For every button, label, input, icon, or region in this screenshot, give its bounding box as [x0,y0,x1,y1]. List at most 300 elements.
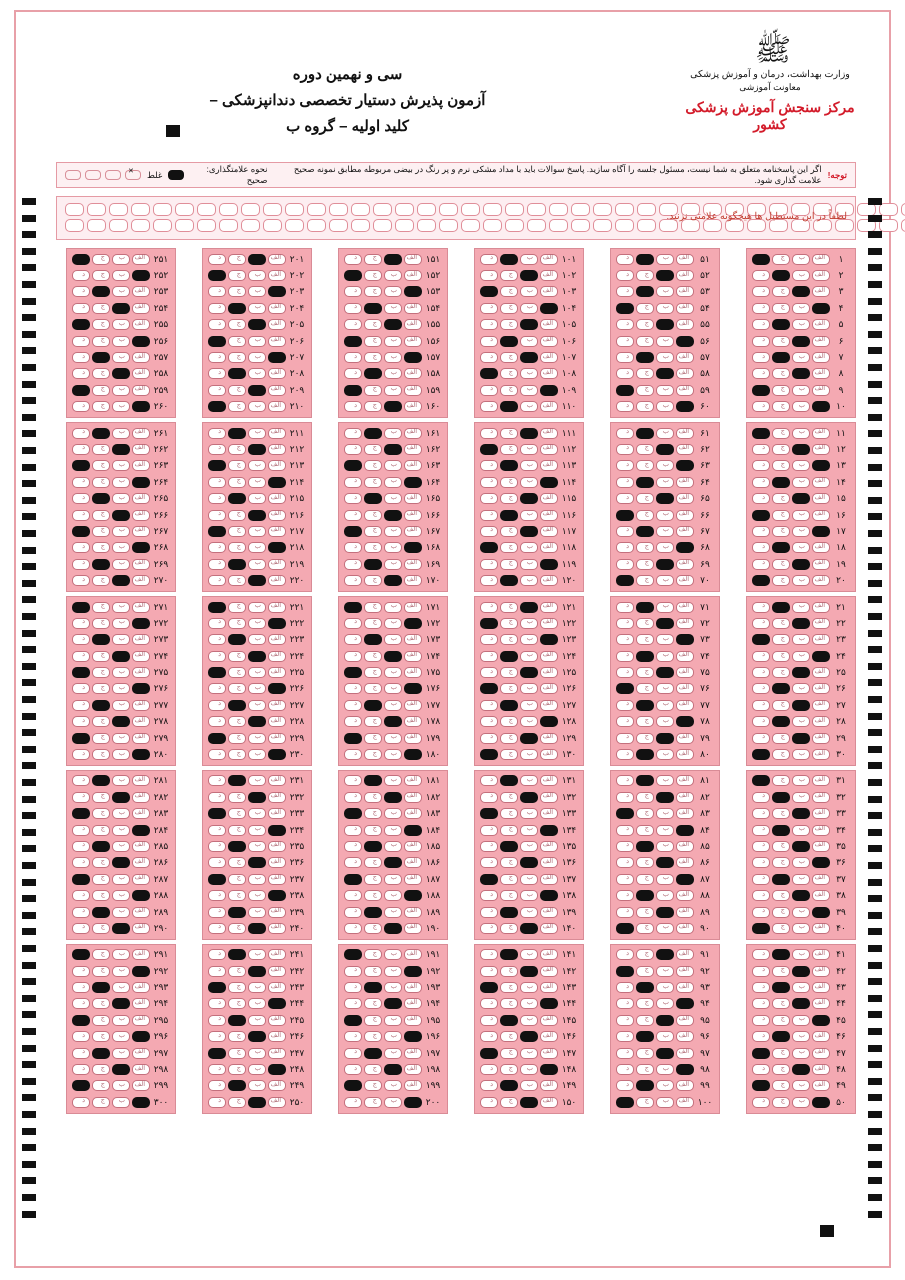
answer-bubble[interactable] [92,602,110,613]
answer-bubble[interactable] [616,667,634,678]
answer-bubble[interactable] [208,336,226,347]
answer-bubble[interactable] [616,749,634,760]
answer-bubble[interactable] [268,303,286,314]
answer-bubble[interactable] [616,651,634,662]
answer-bubble[interactable] [656,825,674,836]
answer-bubble[interactable] [636,700,654,711]
answer-bubble[interactable] [248,428,266,439]
answer-bubble[interactable] [228,526,246,537]
answer-bubble[interactable] [72,444,90,455]
answer-bubble[interactable] [480,1048,498,1059]
answer-bubble[interactable] [72,998,90,1009]
answer-bubble[interactable] [404,749,422,760]
answer-bubble[interactable] [520,559,538,570]
answer-bubble[interactable] [384,667,402,678]
answer-bubble[interactable] [792,792,810,803]
answer-bubble[interactable] [616,526,634,537]
answer-bubble[interactable] [404,949,422,960]
answer-bubble[interactable] [228,808,246,819]
answer-bubble[interactable] [112,428,130,439]
answer-bubble[interactable] [344,618,362,629]
answer-bubble[interactable] [636,634,654,645]
answer-bubble[interactable] [228,493,246,504]
answer-bubble[interactable] [228,966,246,977]
answer-bubble[interactable] [752,998,770,1009]
answer-bubble[interactable] [656,401,674,412]
answer-bubble[interactable] [792,808,810,819]
answer-bubble[interactable] [404,286,422,297]
answer-bubble[interactable] [752,733,770,744]
answer-bubble[interactable] [540,303,558,314]
answer-bubble[interactable] [132,907,150,918]
answer-bubble[interactable] [364,477,382,488]
answer-bubble[interactable] [92,808,110,819]
answer-bubble[interactable] [676,428,694,439]
answer-bubble[interactable] [208,477,226,488]
answer-bubble[interactable] [752,401,770,412]
answer-bubble[interactable] [344,602,362,613]
answer-bubble[interactable] [792,651,810,662]
answer-bubble[interactable] [112,1015,130,1026]
answer-bubble[interactable] [616,1064,634,1075]
answer-bubble[interactable] [364,667,382,678]
answer-bubble[interactable] [540,352,558,363]
answer-bubble[interactable] [752,857,770,868]
answer-bubble[interactable] [384,286,402,297]
answer-bubble[interactable] [636,716,654,727]
answer-bubble[interactable] [656,352,674,363]
answer-bubble[interactable] [676,368,694,379]
answer-bubble[interactable] [248,982,266,993]
answer-bubble[interactable] [228,634,246,645]
answer-bubble[interactable] [812,1080,830,1091]
answer-bubble[interactable] [812,841,830,852]
answer-bubble[interactable] [344,998,362,1009]
answer-bubble[interactable] [656,1097,674,1108]
answer-bubble[interactable] [404,874,422,885]
answer-bubble[interactable] [132,998,150,1009]
answer-bubble[interactable] [812,460,830,471]
answer-bubble[interactable] [344,890,362,901]
answer-bubble[interactable] [772,923,790,934]
answer-bubble[interactable] [404,575,422,586]
answer-bubble[interactable] [636,559,654,570]
answer-bubble[interactable] [480,368,498,379]
answer-bubble[interactable] [404,542,422,553]
answer-bubble[interactable] [384,542,402,553]
answer-bubble[interactable] [228,749,246,760]
answer-bubble[interactable] [656,1064,674,1075]
answer-bubble[interactable] [92,923,110,934]
answer-bubble[interactable] [480,1015,498,1026]
answer-bubble[interactable] [112,368,130,379]
answer-bubble[interactable] [772,890,790,901]
answer-bubble[interactable] [812,510,830,521]
answer-bubble[interactable] [248,493,266,504]
answer-bubble[interactable] [540,254,558,265]
answer-bubble[interactable] [480,477,498,488]
answer-bubble[interactable] [540,716,558,727]
answer-bubble[interactable] [812,716,830,727]
answer-bubble[interactable] [92,352,110,363]
answer-bubble[interactable] [364,808,382,819]
answer-bubble[interactable] [812,808,830,819]
answer-bubble[interactable] [792,667,810,678]
answer-bubble[interactable] [656,1080,674,1091]
answer-bubble[interactable] [268,998,286,1009]
answer-bubble[interactable] [132,1097,150,1108]
answer-bubble[interactable] [540,982,558,993]
answer-bubble[interactable] [752,385,770,396]
answer-bubble[interactable] [520,526,538,537]
answer-bubble[interactable] [404,1097,422,1108]
answer-bubble[interactable] [364,716,382,727]
answer-bubble[interactable] [344,857,362,868]
answer-bubble[interactable] [384,1097,402,1108]
answer-bubble[interactable] [616,618,634,629]
answer-bubble[interactable] [676,1048,694,1059]
answer-bubble[interactable] [344,1097,362,1108]
answer-bubble[interactable] [384,1015,402,1026]
answer-bubble[interactable] [132,775,150,786]
answer-bubble[interactable] [520,618,538,629]
answer-bubble[interactable] [676,857,694,868]
answer-bubble[interactable] [132,493,150,504]
answer-bubble[interactable] [540,825,558,836]
answer-bubble[interactable] [344,1015,362,1026]
answer-bubble[interactable] [92,303,110,314]
answer-bubble[interactable] [72,542,90,553]
answer-bubble[interactable] [792,428,810,439]
answer-bubble[interactable] [500,775,518,786]
answer-bubble[interactable] [92,1097,110,1108]
answer-bubble[interactable] [500,303,518,314]
answer-bubble[interactable] [616,510,634,521]
answer-bubble[interactable] [792,618,810,629]
answer-bubble[interactable] [656,982,674,993]
answer-bubble[interactable] [772,352,790,363]
answer-bubble[interactable] [364,857,382,868]
answer-bubble[interactable] [208,667,226,678]
answer-bubble[interactable] [656,998,674,1009]
answer-bubble[interactable] [752,602,770,613]
answer-bubble[interactable] [268,254,286,265]
answer-bubble[interactable] [636,949,654,960]
answer-bubble[interactable] [132,618,150,629]
answer-bubble[interactable] [228,352,246,363]
answer-bubble[interactable] [676,966,694,977]
answer-bubble[interactable] [540,841,558,852]
answer-bubble[interactable] [540,949,558,960]
answer-bubble[interactable] [228,542,246,553]
answer-bubble[interactable] [112,775,130,786]
answer-bubble[interactable] [636,1015,654,1026]
answer-bubble[interactable] [752,286,770,297]
answer-bubble[interactable] [112,733,130,744]
answer-bubble[interactable] [656,1031,674,1042]
answer-bubble[interactable] [812,254,830,265]
answer-bubble[interactable] [616,575,634,586]
answer-bubble[interactable] [676,634,694,645]
answer-bubble[interactable] [752,542,770,553]
answer-bubble[interactable] [500,749,518,760]
answer-bubble[interactable] [92,336,110,347]
answer-bubble[interactable] [208,286,226,297]
answer-bubble[interactable] [500,401,518,412]
answer-bubble[interactable] [676,825,694,836]
answer-bubble[interactable] [636,286,654,297]
answer-bubble[interactable] [228,270,246,281]
answer-bubble[interactable] [616,428,634,439]
answer-bubble[interactable] [404,319,422,330]
answer-bubble[interactable] [72,575,90,586]
answer-bubble[interactable] [364,352,382,363]
answer-bubble[interactable] [520,1080,538,1091]
answer-bubble[interactable] [616,254,634,265]
answer-bubble[interactable] [132,1048,150,1059]
answer-bubble[interactable] [676,542,694,553]
answer-bubble[interactable] [208,1048,226,1059]
answer-bubble[interactable] [676,808,694,819]
answer-bubble[interactable] [364,493,382,504]
answer-bubble[interactable] [112,286,130,297]
answer-bubble[interactable] [344,683,362,694]
answer-bubble[interactable] [112,890,130,901]
answer-bubble[interactable] [772,602,790,613]
answer-bubble[interactable] [132,1064,150,1075]
answer-bubble[interactable] [228,303,246,314]
answer-bubble[interactable] [112,1048,130,1059]
answer-bubble[interactable] [384,923,402,934]
answer-bubble[interactable] [520,1031,538,1042]
answer-bubble[interactable] [480,651,498,662]
answer-bubble[interactable] [812,966,830,977]
answer-bubble[interactable] [636,733,654,744]
answer-bubble[interactable] [364,526,382,537]
answer-bubble[interactable] [656,733,674,744]
answer-bubble[interactable] [72,634,90,645]
answer-bubble[interactable] [656,907,674,918]
answer-bubble[interactable] [132,808,150,819]
answer-bubble[interactable] [208,874,226,885]
answer-bubble[interactable] [72,1097,90,1108]
answer-bubble[interactable] [384,303,402,314]
answer-bubble[interactable] [248,336,266,347]
answer-bubble[interactable] [636,982,654,993]
answer-bubble[interactable] [208,923,226,934]
answer-bubble[interactable] [616,1015,634,1026]
answer-bubble[interactable] [540,618,558,629]
answer-bubble[interactable] [112,1031,130,1042]
answer-bubble[interactable] [812,733,830,744]
answer-bubble[interactable] [208,841,226,852]
answer-bubble[interactable] [268,575,286,586]
answer-bubble[interactable] [344,303,362,314]
answer-bubble[interactable] [72,949,90,960]
answer-bubble[interactable] [384,270,402,281]
answer-bubble[interactable] [772,634,790,645]
answer-bubble[interactable] [248,319,266,330]
answer-bubble[interactable] [132,966,150,977]
answer-bubble[interactable] [656,618,674,629]
answer-bubble[interactable] [268,857,286,868]
answer-bubble[interactable] [112,270,130,281]
answer-bubble[interactable] [752,1048,770,1059]
answer-bubble[interactable] [248,716,266,727]
answer-bubble[interactable] [72,667,90,678]
answer-bubble[interactable] [248,792,266,803]
answer-bubble[interactable] [404,602,422,613]
answer-bubble[interactable] [344,1080,362,1091]
answer-bubble[interactable] [344,1048,362,1059]
answer-bubble[interactable] [772,385,790,396]
answer-bubble[interactable] [500,792,518,803]
answer-bubble[interactable] [500,428,518,439]
answer-bubble[interactable] [676,575,694,586]
answer-bubble[interactable] [676,982,694,993]
answer-bubble[interactable] [752,1064,770,1075]
answer-bubble[interactable] [480,254,498,265]
answer-bubble[interactable] [616,319,634,330]
answer-bubble[interactable] [364,319,382,330]
answer-bubble[interactable] [772,254,790,265]
answer-bubble[interactable] [208,733,226,744]
answer-bubble[interactable] [404,775,422,786]
answer-bubble[interactable] [480,1031,498,1042]
answer-bubble[interactable] [208,460,226,471]
answer-bubble[interactable] [812,542,830,553]
answer-bubble[interactable] [792,542,810,553]
answer-bubble[interactable] [520,667,538,678]
answer-bubble[interactable] [636,444,654,455]
answer-bubble[interactable] [384,618,402,629]
answer-bubble[interactable] [72,428,90,439]
answer-bubble[interactable] [500,1080,518,1091]
answer-bubble[interactable] [248,775,266,786]
answer-bubble[interactable] [344,319,362,330]
answer-bubble[interactable] [480,526,498,537]
answer-bubble[interactable] [656,303,674,314]
answer-bubble[interactable] [92,270,110,281]
answer-bubble[interactable] [480,575,498,586]
answer-bubble[interactable] [112,982,130,993]
answer-bubble[interactable] [208,1031,226,1042]
answer-bubble[interactable] [772,1048,790,1059]
answer-bubble[interactable] [132,667,150,678]
answer-bubble[interactable] [344,634,362,645]
answer-bubble[interactable] [520,841,538,852]
answer-bubble[interactable] [208,444,226,455]
answer-bubble[interactable] [616,303,634,314]
answer-bubble[interactable] [344,1064,362,1075]
answer-bubble[interactable] [248,477,266,488]
answer-bubble[interactable] [636,749,654,760]
answer-bubble[interactable] [228,874,246,885]
answer-bubble[interactable] [520,254,538,265]
answer-bubble[interactable] [112,874,130,885]
answer-bubble[interactable] [92,401,110,412]
answer-bubble[interactable] [520,401,538,412]
answer-bubble[interactable] [344,716,362,727]
answer-bubble[interactable] [364,841,382,852]
answer-bubble[interactable] [636,857,654,868]
answer-bubble[interactable] [676,1097,694,1108]
answer-bubble[interactable] [520,602,538,613]
answer-bubble[interactable] [228,559,246,570]
answer-bubble[interactable] [268,700,286,711]
answer-bubble[interactable] [480,559,498,570]
answer-bubble[interactable] [676,618,694,629]
answer-bubble[interactable] [404,667,422,678]
answer-bubble[interactable] [792,460,810,471]
answer-bubble[interactable] [344,493,362,504]
answer-bubble[interactable] [72,477,90,488]
answer-bubble[interactable] [208,700,226,711]
answer-bubble[interactable] [772,428,790,439]
answer-bubble[interactable] [812,700,830,711]
answer-bubble[interactable] [540,401,558,412]
answer-bubble[interactable] [540,890,558,901]
answer-bubble[interactable] [772,949,790,960]
answer-bubble[interactable] [404,700,422,711]
answer-bubble[interactable] [772,1015,790,1026]
answer-bubble[interactable] [268,792,286,803]
answer-bubble[interactable] [636,526,654,537]
answer-bubble[interactable] [72,1048,90,1059]
answer-bubble[interactable] [636,808,654,819]
answer-bubble[interactable] [540,270,558,281]
answer-bubble[interactable] [112,792,130,803]
answer-bubble[interactable] [92,966,110,977]
answer-bubble[interactable] [792,510,810,521]
answer-bubble[interactable] [792,841,810,852]
answer-bubble[interactable] [344,270,362,281]
answer-bubble[interactable] [404,510,422,521]
answer-bubble[interactable] [344,460,362,471]
answer-bubble[interactable] [812,651,830,662]
answer-bubble[interactable] [480,716,498,727]
answer-bubble[interactable] [520,949,538,960]
answer-bubble[interactable] [228,651,246,662]
answer-bubble[interactable] [72,352,90,363]
answer-bubble[interactable] [676,890,694,901]
answer-bubble[interactable] [404,1064,422,1075]
answer-bubble[interactable] [208,808,226,819]
answer-bubble[interactable] [132,716,150,727]
answer-bubble[interactable] [520,460,538,471]
answer-bubble[interactable] [792,775,810,786]
answer-bubble[interactable] [112,808,130,819]
answer-bubble[interactable] [520,749,538,760]
answer-bubble[interactable] [656,602,674,613]
answer-bubble[interactable] [268,683,286,694]
answer-bubble[interactable] [772,733,790,744]
answer-bubble[interactable] [344,385,362,396]
answer-bubble[interactable] [480,825,498,836]
answer-bubble[interactable] [364,336,382,347]
answer-bubble[interactable] [616,775,634,786]
answer-bubble[interactable] [364,1015,382,1026]
answer-bubble[interactable] [112,841,130,852]
answer-bubble[interactable] [112,510,130,521]
answer-bubble[interactable] [268,618,286,629]
answer-bubble[interactable] [364,385,382,396]
answer-bubble[interactable] [344,651,362,662]
answer-bubble[interactable] [364,634,382,645]
answer-bubble[interactable] [132,401,150,412]
answer-bubble[interactable] [812,286,830,297]
answer-bubble[interactable] [772,559,790,570]
